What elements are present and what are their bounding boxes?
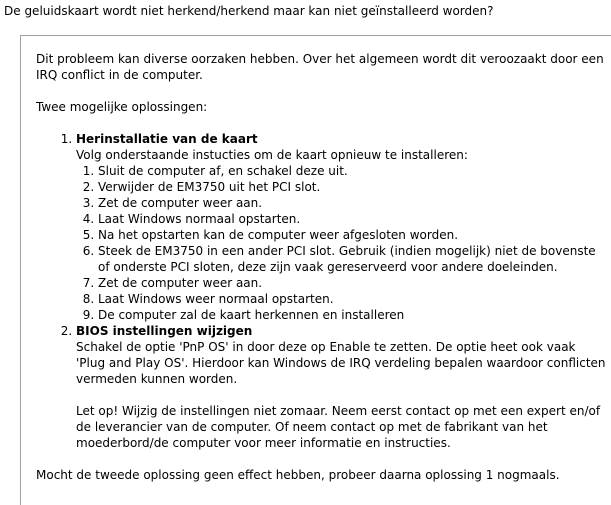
intro-text: Dit probleem kan diverse oorzaken hebben. Over het algemeen wordt dit veroozaakt door een IRQ conflict in de computer.	[36, 52, 604, 82]
step-item: 4. Laat Windows normaal opstarten.	[98, 211, 606, 227]
solution-description: Volg onderstaande instucties om de kaart opnieuw te installeren:	[76, 148, 468, 162]
solution-title: BIOS instellingen wijzigen	[76, 324, 253, 338]
step-item: 9. De computer zal de kaart herkennen en installeren	[98, 307, 606, 323]
step-item: 8. Laat Windows weer normaal opstarten.	[98, 291, 606, 307]
faq-question: De geluidskaart wordt niet herkend/herkend maar kan niet geïnstalleerd worden?	[4, 4, 494, 18]
step-item: 6. Steek de EM3750 in een ander PCI slot. Gebruik (indien mogelijk) niet de bovenste of onderste PCI sloten, deze zijn vaak gereserveerd voor andere doeleinden.	[98, 243, 606, 275]
solutions-heading: Twee mogelijke oplossingen:	[36, 100, 208, 114]
closing-text: Mocht de tweede oplossing geen effect hebben, probeer daarna oplossing 1 nogmaals.	[36, 468, 560, 482]
step-item: 5. Na het opstarten kan de computer weer afgesloten worden.	[98, 227, 606, 243]
steps-list	[76, 163, 606, 323]
step-item: 7. Zet de computer weer aan.	[98, 275, 606, 291]
warning-note: Let op! Wijzig de instellingen niet zomaar. Neem eerst contact op met een expert en/of de leverancier van de computer. Of neem contact op met de fabrikant van het moederbord/de computer voor meer informatie en instructies.	[76, 404, 601, 450]
step-item: 3. Zet de computer weer aan.	[98, 195, 606, 211]
answer-content	[36, 51, 606, 483]
solution-item	[76, 323, 606, 451]
solution-description: Schakel de optie 'PnP OS' in door deze op Enable te zetten. De optie heet ook vaak 'Plug and Play OS'. Hierdoor kan Windows de IRQ verdeling bepalen waardoor conflicten vermeden kunnen worden.	[76, 340, 606, 386]
solution-title: Herinstallatie van de kaart	[76, 132, 258, 146]
solution-item	[76, 131, 606, 323]
step-item: 2. Verwijder de EM3750 uit het PCI slot.	[98, 179, 606, 195]
step-item: 1. Sluit de computer af, en schakel deze uit.	[98, 163, 606, 179]
solutions-list	[36, 131, 606, 451]
